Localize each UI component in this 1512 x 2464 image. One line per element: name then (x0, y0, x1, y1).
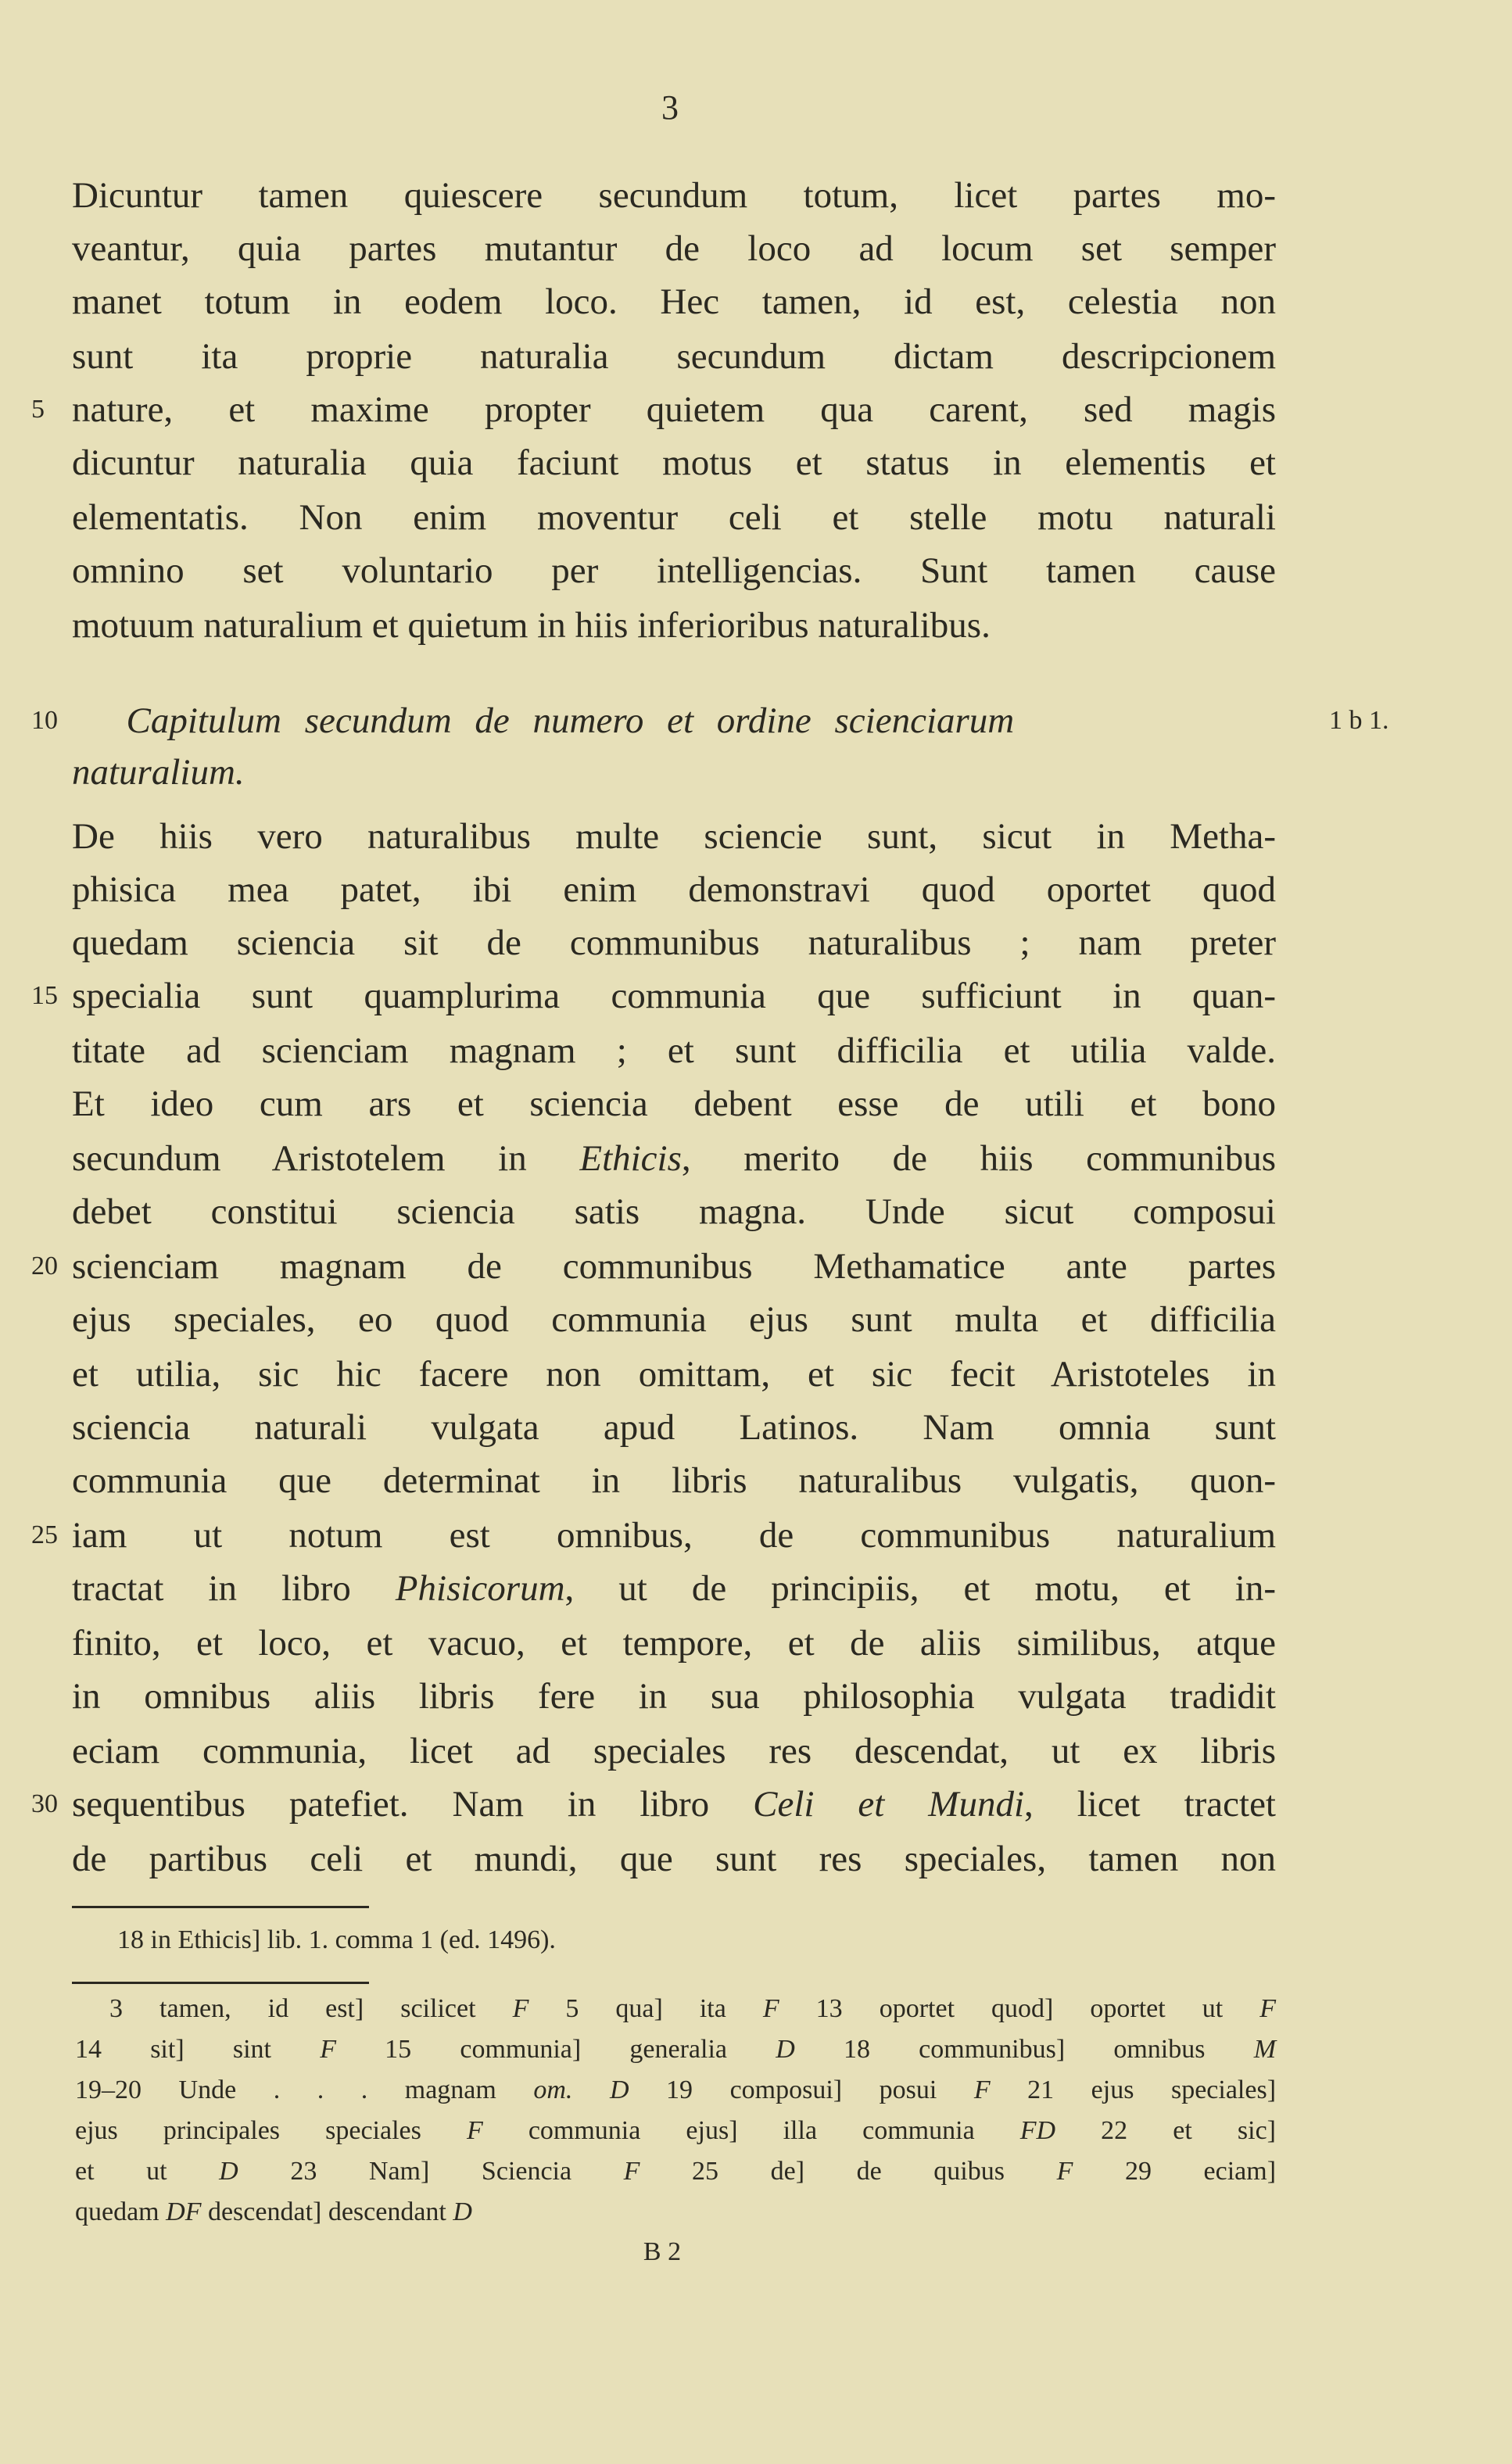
text-segment: dicuntur naturalia quia faciunt motus et status in elementis et (72, 442, 1276, 483)
text-segment: veantur, quia partes mutantur de loco ad locum set semper (72, 228, 1276, 269)
apparatus-segment: descendat] descendant (201, 2197, 453, 2226)
text-segment: , licet tractet (1024, 1784, 1276, 1825)
text-segment: debet constitui sciencia satis magna. Unde sicut composui (72, 1191, 1276, 1232)
text-line (72, 172, 1276, 219)
apparatus-segment: 19–20 Unde . . . magnam (75, 2075, 534, 2104)
text-segment: de partibus celi et mundi, que sunt res speciales, tamen non (72, 1839, 1276, 1879)
text-line (72, 1835, 1276, 1882)
apparatus-line (75, 2193, 1276, 2232)
text-line (72, 494, 1276, 541)
line-number: 25 (31, 1520, 58, 1549)
apparatus-segment: DF (166, 2197, 202, 2226)
text-segment: sciencia naturali vulgata apud Latinos. Nam omnia sunt (72, 1407, 1276, 1448)
text-line (72, 1673, 1276, 1720)
text-segment: et utilia, sic hic facere non omittam, et sic fecit Aristoteles in (72, 1354, 1276, 1395)
apparatus-line (75, 2152, 1276, 2191)
text-segment: in omnibus aliis libris fere in sua philosophia vulgata tradidit (72, 1676, 1276, 1717)
italic-text: Ethicis (579, 1138, 682, 1179)
apparatus-segment: FD (1019, 2116, 1056, 2145)
apparatus-segment: 3 tamen, id est] scilicet (109, 1994, 513, 2023)
text-line (72, 1620, 1276, 1667)
apparatus-segment: F (512, 1994, 529, 2023)
text-line (72, 1188, 1276, 1235)
text-segment: , merito de hiis communibus (681, 1138, 1276, 1179)
text-line (72, 749, 1276, 796)
text-segment: sunt ita proprie naturalia secundum dictam descripcionem (72, 336, 1276, 377)
text-segment: communia que determinat in libris naturalibus vulgatis, quon- (72, 1460, 1276, 1501)
text-line (72, 1404, 1276, 1451)
text-line (72, 1027, 1276, 1074)
text-segment: secundum Aristotelem in (72, 1138, 580, 1179)
text-line (72, 866, 1276, 913)
text-segment: De hiis vero naturalibus multe sciencie sunt, sicut in Metha- (72, 816, 1276, 857)
text-segment: scienciam magnam de communibus Methamatice ante partes (72, 1246, 1276, 1287)
apparatus-rule (72, 1982, 369, 1984)
text-line (72, 919, 1276, 966)
source-note: 18 in Ethicis] lib. 1. comma 1 (ed. 1496). (117, 1925, 556, 1954)
apparatus-segment: 15 communia] generalia (335, 2035, 776, 2064)
text-line (72, 1512, 1276, 1559)
text-line (72, 813, 1276, 860)
apparatus-segment: ejus principales speciales (75, 2116, 467, 2145)
line-number: 20 (31, 1252, 58, 1280)
text-segment: nature, et maxime propter quietem qua carent, sed magis (72, 389, 1276, 430)
apparatus-segment: F (762, 1994, 779, 2023)
text-segment: tractat in libro (72, 1568, 396, 1609)
apparatus-segment: F (466, 2116, 483, 2145)
text-line (72, 278, 1276, 325)
text-line (72, 333, 1276, 380)
line-number: 10 (31, 706, 58, 735)
text-segment: motuum naturalium et quietum in hiis inferioribus naturalibus. (72, 605, 991, 646)
page-number: 3 (661, 88, 679, 127)
apparatus-segment: 14 sit] sint (75, 2035, 321, 2064)
text-segment: , ut de principiis, et motu, et in- (564, 1568, 1277, 1609)
text-line (72, 1457, 1276, 1504)
margin-note: 1 b 1. (1329, 706, 1389, 735)
text-segment: ejus speciales, eo quod communia ejus sunt multa et difficilia (72, 1299, 1276, 1340)
text-line (72, 1296, 1276, 1343)
text-segment: eciam communia, licet ad speciales res descendat, ut ex libris (72, 1731, 1276, 1771)
text-line (72, 386, 1276, 433)
text-segment: manet totum in eodem loco. Hec tamen, id est, celestia non (72, 281, 1276, 322)
apparatus-segment: communia ejus] illa communia (482, 2116, 1020, 2145)
apparatus-segment: M (1253, 2035, 1277, 2064)
apparatus-segment: 29 eciam] (1073, 2157, 1277, 2186)
apparatus-segment: 13 oportet quod] oportet ut (779, 1994, 1260, 2023)
text-line (72, 1781, 1276, 1828)
text-line (72, 1351, 1276, 1398)
apparatus-line (75, 2030, 1276, 2069)
italic-text: Capitulum secundum de numero et ordine scienciarum (94, 700, 1015, 741)
footnote-rule (72, 1906, 369, 1908)
apparatus-segment: 23 Nam] Sciencia (238, 2157, 624, 2186)
apparatus-segment: 5 qua] ita (528, 1994, 763, 2023)
apparatus-segment: et ut (75, 2157, 220, 2186)
text-segment: sequentibus patefiet. Nam in libro (72, 1784, 754, 1825)
italic-text: Celi et Mundi (753, 1784, 1024, 1825)
apparatus-segment: 19 composui] posui (629, 2075, 974, 2104)
italic-text: naturalium. (72, 752, 245, 793)
apparatus-segment: quedam (75, 2197, 167, 2226)
apparatus-segment: D (453, 2197, 472, 2226)
apparatus-line (75, 2111, 1276, 2151)
text-line (72, 602, 1276, 649)
line-number: 5 (31, 395, 45, 424)
apparatus-segment: F (973, 2075, 991, 2104)
apparatus-segment: F (320, 2035, 336, 2064)
signature-mark: B 2 (643, 2237, 682, 2266)
text-line (72, 1728, 1276, 1775)
text-line (94, 697, 1298, 744)
text-line (72, 1135, 1276, 1182)
text-line (72, 439, 1276, 486)
text-line (72, 1080, 1276, 1127)
apparatus-segment: F (1259, 1994, 1276, 2023)
apparatus-segment: 21 ejus speciales] (990, 2075, 1277, 2104)
text-segment: Et ideo cum ars et sciencia debent esse de utili et bono (72, 1083, 1276, 1124)
text-segment: quedam sciencia sit de communibus naturalibus ; nam preter (72, 922, 1276, 963)
text-line (72, 225, 1276, 272)
text-segment: phisica mea patet, ibi enim demonstravi quod oportet quod (72, 869, 1276, 910)
apparatus-segment: D (776, 2035, 795, 2064)
text-line (72, 972, 1276, 1019)
line-number: 15 (31, 981, 58, 1010)
text-segment: Dicuntur tamen quiescere secundum totum, licet partes mo- (72, 175, 1276, 216)
text-segment: finito, et loco, et vacuo, et tempore, et de aliis similibus, atque (72, 1623, 1276, 1664)
text-segment: titate ad scienciam magnam ; et sunt difficilia et utilia valde. (72, 1030, 1276, 1071)
apparatus-segment: 25 de] de quibus (640, 2157, 1057, 2186)
italic-text: Phisicorum (395, 1568, 565, 1609)
text-segment: iam ut notum est omnibus, de communibus naturalium (72, 1515, 1276, 1556)
apparatus-line (75, 2071, 1276, 2110)
text-line (72, 1565, 1276, 1612)
apparatus-segment: F (623, 2157, 640, 2186)
apparatus-segment: D (219, 2157, 238, 2186)
text-line (72, 547, 1276, 594)
text-segment: specialia sunt quamplurima communia que sufficiunt in quan- (72, 976, 1276, 1016)
text-segment: elementatis. Non enim moventur celi et stelle motu naturali (72, 497, 1276, 538)
apparatus-segment: F (1056, 2157, 1073, 2186)
apparatus-line (109, 1989, 1276, 2029)
apparatus-segment: 22 et sic] (1055, 2116, 1276, 2145)
text-line (72, 1243, 1276, 1290)
line-number: 30 (31, 1789, 58, 1818)
text-segment: omnino set voluntario per intelligencias. Sunt tamen cause (72, 550, 1276, 591)
apparatus-segment: 18 communibus] omnibus (794, 2035, 1254, 2064)
apparatus-segment: om. D (533, 2075, 629, 2104)
